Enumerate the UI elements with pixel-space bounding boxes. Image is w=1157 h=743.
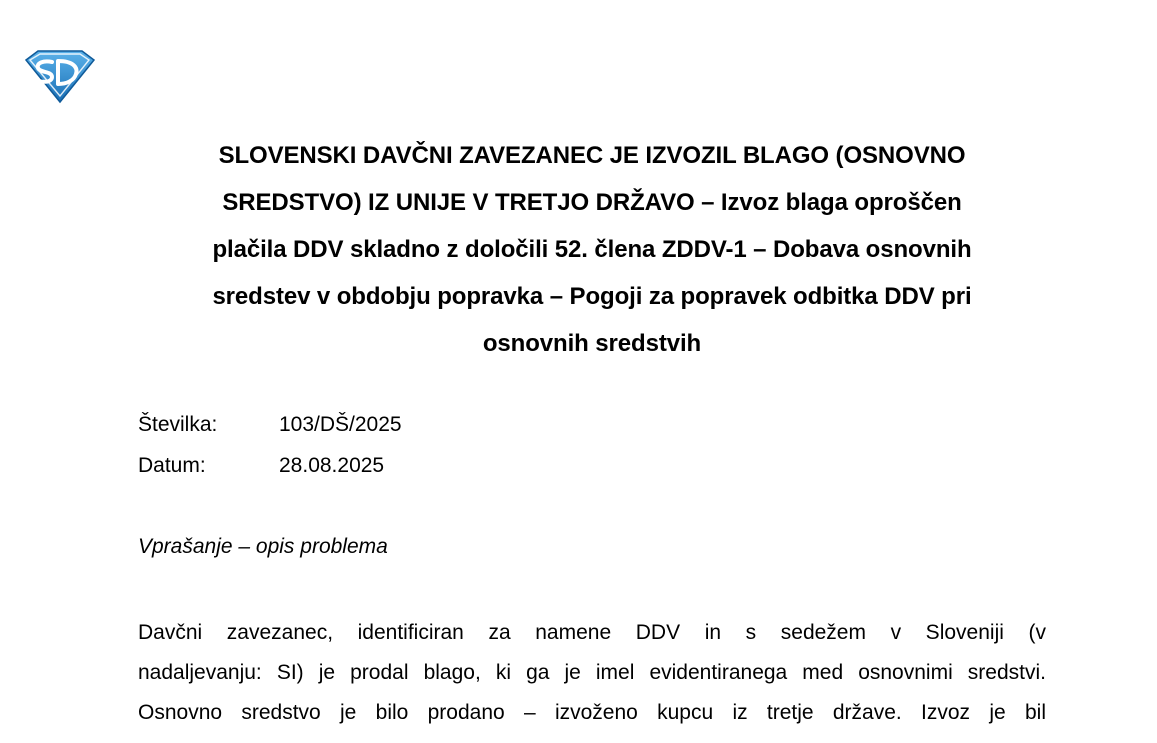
document-title	[150, 132, 1034, 367]
body-line: Davčni zavezanec, identificiran za namene DDV in s sedežem v Sloveniji (v	[138, 621, 1046, 644]
title-line: plačila DDV skladno z določili 52. člena ZDDV-1 – Dobava osnovnih	[212, 236, 972, 263]
date-value: 28.08.2025	[279, 454, 385, 477]
sd-logo-icon	[22, 48, 96, 104]
body-line: nadaljevanju: SI) je prodal blago, ki ga je imel evidentiranega med osnovnimi sredstvi.	[138, 661, 1046, 684]
date-label: Datum:	[138, 454, 206, 477]
body-line: Osnovno sredstvo je bilo prodano – izvoženo kupcu iz tretje države. Izvoz je bil	[138, 701, 1046, 724]
document-date-row	[138, 452, 384, 480]
section-heading: Vprašanje – opis problema	[138, 535, 388, 558]
title-line: SLOVENSKI DAVČNI ZAVEZANEC JE IZVOZIL BLAGO (OSNOVNO	[218, 142, 966, 169]
title-line: sredstev v obdobju popravka – Pogoji za popravek odbitka DDV pri	[212, 283, 972, 310]
title-line: SREDSTVO) IZ UNIJE V TRETJO DRŽAVO – Izvoz blaga oproščen	[222, 189, 962, 216]
body-paragraph	[138, 613, 1046, 733]
number-value: 103/DŠ/2025	[279, 413, 402, 436]
document-number-row	[138, 411, 402, 439]
title-line: osnovnih sredstvih	[482, 330, 702, 357]
number-label: Številka:	[138, 413, 218, 436]
